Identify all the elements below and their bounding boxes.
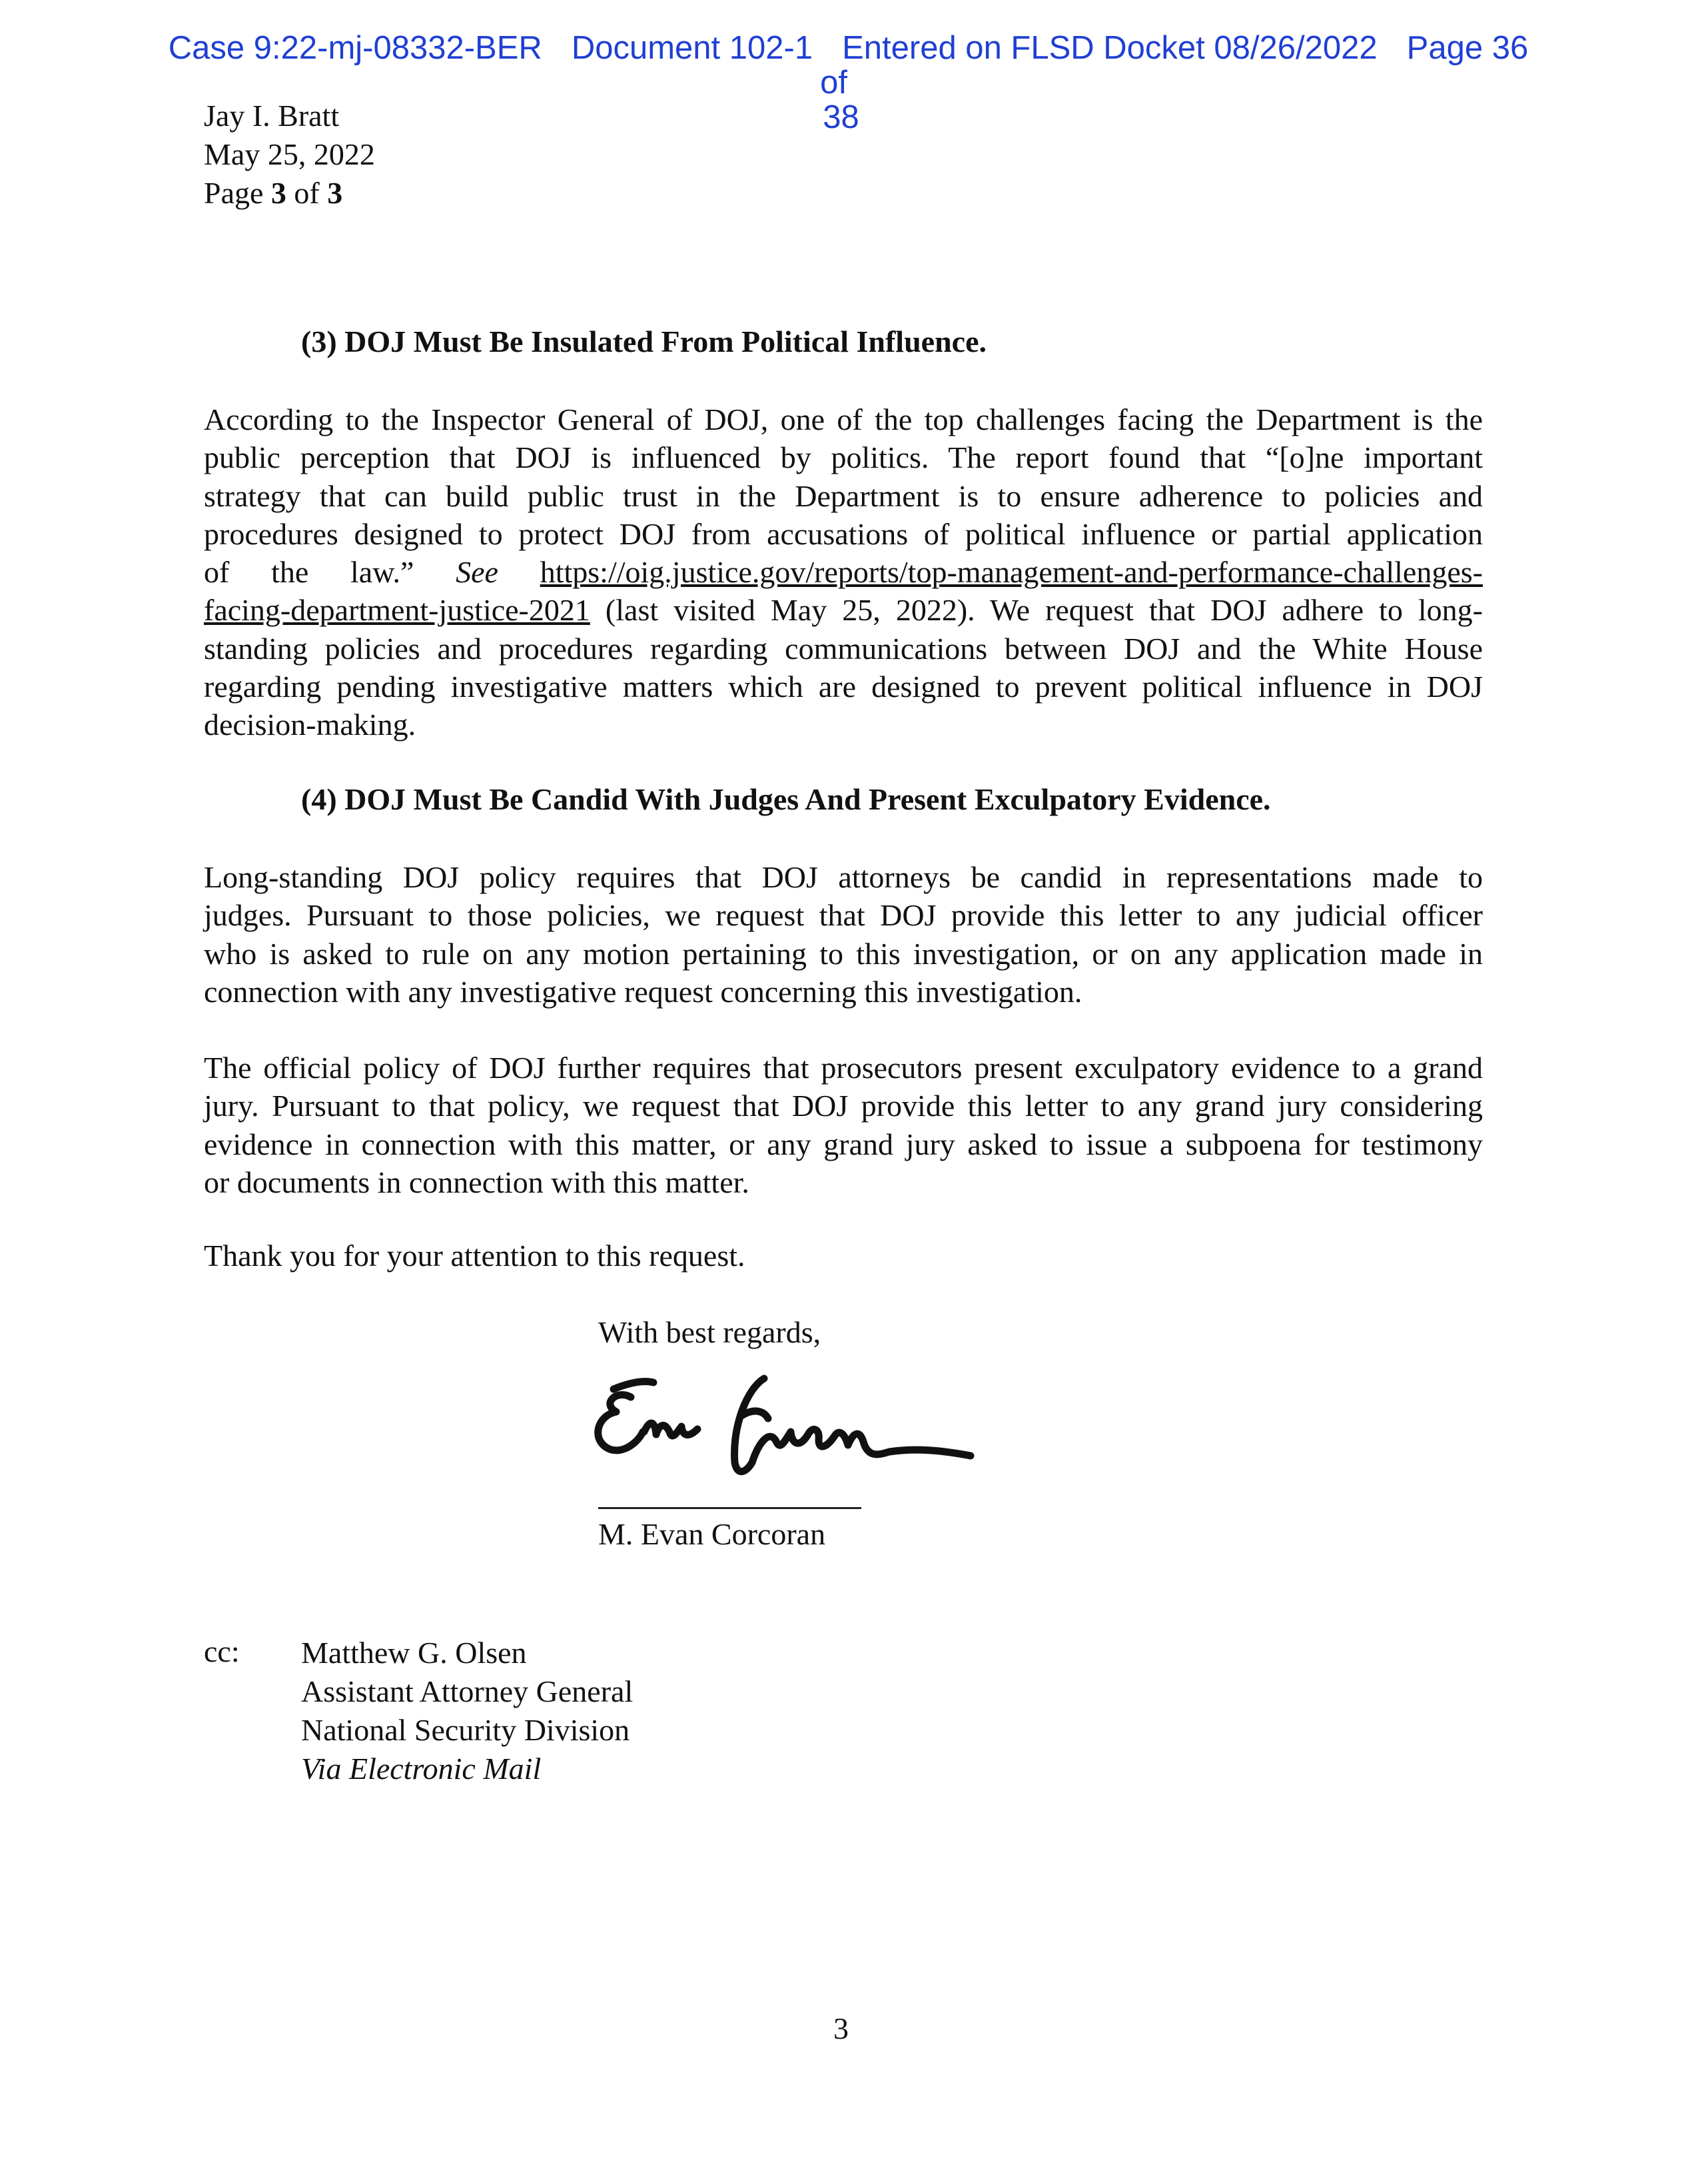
paragraph-line: standing policies and procedures regarding communications between DOJ and the White House <box>204 631 1483 666</box>
paragraph-line: evidence in connection with this matter, or any grand jury asked to issue a subpoena for testimony <box>204 1127 1483 1161</box>
section-3-heading: (3) DOJ Must Be Insulated From Political Influence. <box>301 324 987 358</box>
signer-name: M. Evan Corcoran <box>598 1517 826 1551</box>
closing-regards: With best regards, <box>598 1315 821 1349</box>
stamp-page-prefix: Page 36 of <box>820 30 1529 101</box>
paragraph-line: decision-making. <box>204 708 416 742</box>
recipient-name: Jay I. Bratt <box>204 99 340 133</box>
paragraph-line: Long-standing DOJ policy requires that DOJ attorneys be candid in representations made to <box>204 860 1483 894</box>
citation-signal: See <box>456 555 498 590</box>
paragraph-line: judges. Pursuant to those policies, we request that DOJ provide this letter to any judicial officer <box>204 898 1483 933</box>
oig-report-link-part-2[interactable]: facing-department-justice-2021 <box>204 593 590 628</box>
paragraph-line: procedures designed to protect DOJ from accusations of political influence or partial application <box>204 516 1483 551</box>
cc-recipient-division: National Security Division <box>301 1713 630 1747</box>
handwritten-signature <box>590 1363 983 1489</box>
section-4-heading: (4) DOJ Must Be Candid With Judges And Present Exculpatory Evidence. <box>301 782 1271 816</box>
cc-label: cc: <box>204 1634 240 1668</box>
paragraph-line: of the law.” See https://oig.justice.gov/reports/top-management-and-performance-challenges- <box>204 555 1483 590</box>
stamp-case-number: Case 9:22-mj-08332-BER <box>168 30 542 66</box>
paragraph-line: regarding pending investigative matters which are designed to prevent political influence in DOJ <box>204 670 1483 704</box>
paragraph-line: strategy that can build public trust in the Department is to ensure adherence to policies and <box>204 478 1483 513</box>
stamp-docket-entry: Entered on FLSD Docket 08/26/2022 <box>842 30 1378 66</box>
paragraph-line: According to the Inspector General of DOJ, one of the top challenges facing the Department is the <box>204 402 1483 436</box>
stamp-line-1 <box>133 31 1549 100</box>
cc-delivery-method: Via Electronic Mail <box>301 1752 542 1786</box>
section-4-paragraph-2 <box>204 1049 1483 1201</box>
closing-thanks: Thank you for your attention to this request. <box>204 1239 745 1273</box>
paragraph-line: The official policy of DOJ further requires that prosecutors present exculpatory evidence to a grand <box>204 1051 1483 1085</box>
stamp-page-total: 38 <box>823 99 859 135</box>
cc-recipient-title: Assistant Attorney General <box>301 1674 633 1708</box>
letter-date: May 25, 2022 <box>204 137 375 171</box>
cc-recipient-block <box>301 1634 633 1788</box>
oig-report-link-part-1[interactable]: https://oig.justice.gov/reports/top-management-and-performance-challenges- <box>540 555 1483 590</box>
paragraph-line: public perception that DOJ is influenced by politics. The report found that “[o]ne important <box>204 440 1483 475</box>
paragraph-line: or documents in connection with this matter. <box>204 1165 749 1199</box>
paragraph-line: facing-department-justice-2021 (last visited May 25, 2022). We request that DOJ adhere to long- <box>204 593 1483 628</box>
paragraph-line: jury. Pursuant to that policy, we request that DOJ provide this letter to any grand jury considering <box>204 1089 1483 1123</box>
letter-page-indicator: Page 3 of 3 <box>204 176 343 210</box>
letter-continuation-header <box>204 97 375 213</box>
signature-line <box>598 1507 861 1509</box>
page-number: 3 <box>833 2011 849 2045</box>
section-4-paragraph-1 <box>204 858 1483 1011</box>
section-3-paragraph <box>204 400 1483 744</box>
paragraph-line: connection with any investigative request concerning this investigation. <box>204 974 1082 1009</box>
stamp-document-number: Document 102-1 <box>571 30 813 66</box>
cc-recipient-name: Matthew G. Olsen <box>301 1636 527 1670</box>
paragraph-line: who is asked to rule on any motion pertaining to this investigation, or on any application made in <box>204 936 1483 971</box>
